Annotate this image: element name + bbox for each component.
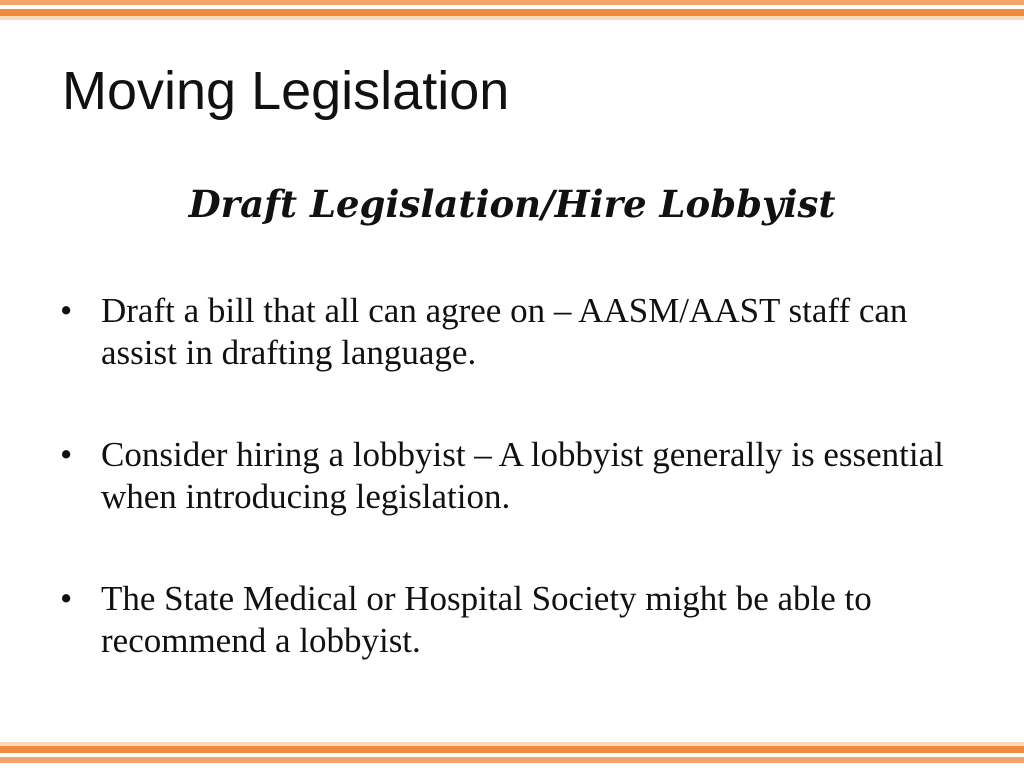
bullet-dot: • [60,579,73,618]
bullet-item [60,290,960,374]
bullet-item [60,434,960,518]
bullet-item [60,578,960,662]
bullet-list [60,290,960,722]
bullet-text: The State Medical or Hospital Society might be able to recommend a lobbyist. [101,579,872,660]
bullet-dot: • [60,291,73,330]
slide-title: Moving Legislation [62,61,510,121]
top-border-stripe-orange [0,9,1024,16]
slide-subtitle: Draft Legislation/Hire Lobbyist [188,182,836,226]
top-border-stripe-pale [0,16,1024,20]
bottom-border-stripe-orange [0,746,1024,753]
bullet-text: Consider hiring a lobbyist – A lobbyist generally is essential when introducing legislation. [101,435,944,516]
bottom-border-stripe-light [0,757,1024,763]
bullet-dot: • [60,435,73,474]
bullet-text: Draft a bill that all can agree on – AASM/AAST staff can assist in drafting language. [101,291,908,372]
